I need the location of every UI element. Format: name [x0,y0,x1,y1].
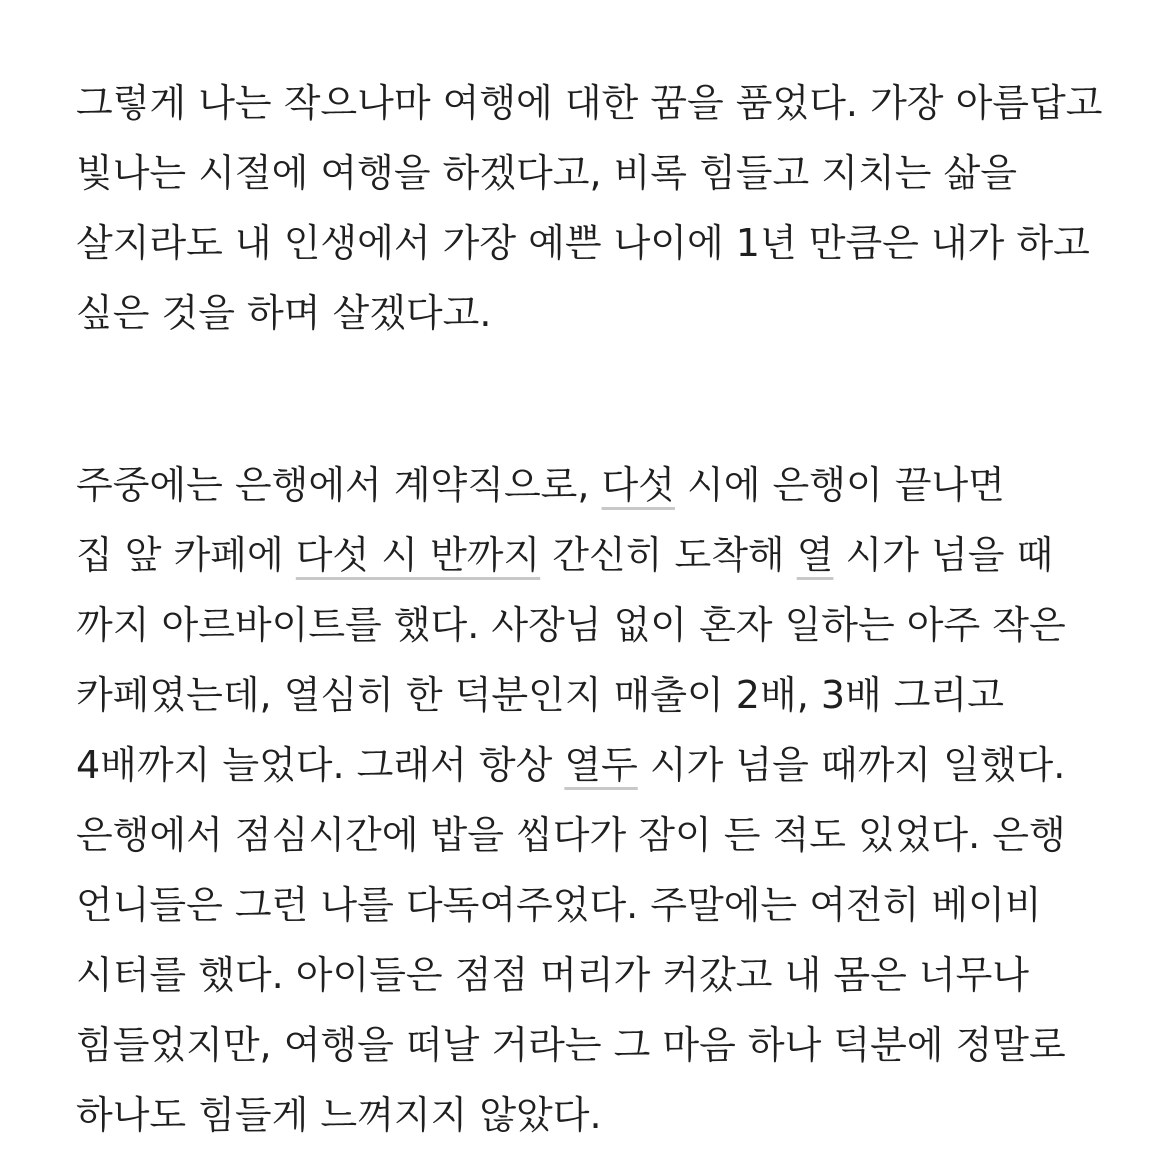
text-line [76,664,1136,734]
text-line [76,944,1136,1014]
line-text: 그렇게 나는 작으나마 여행에 대한 꿈을 품었다. 가장 아름답고 [76,81,1103,125]
text-line [76,1014,1136,1084]
text-line [76,804,1136,874]
text-line [76,454,1136,524]
text-line [76,734,1136,804]
paragraph-gap [76,368,1136,454]
text-line [76,524,1136,594]
line-text: 시가 넘을 때 [833,533,1054,577]
text-line [76,1084,1136,1154]
line-text: 언니들은 그런 나를 다독여주었다. 주말에는 여전히 베이비 [76,883,1042,927]
line-text: 간신히 도착해 [540,533,797,577]
line-text: 살지라도 내 인생에서 가장 예쁜 나이에 1년 만큼은 내가 하고 [76,221,1090,265]
text-line [76,142,1136,212]
line-text: 시에 은행이 끝나면 [674,463,1005,507]
line-text: 집 앞 카페에 [76,533,296,577]
line-text: 하나도 힘들게 느껴지지 않았다. [76,1093,602,1137]
underlined-text: 열 [796,533,834,577]
text-line [76,874,1136,944]
text-line [76,212,1136,282]
article-body [76,72,1136,1170]
line-text: 시가 넘을 때까지 일했다. [637,743,1066,787]
line-text: 빛나는 시절에 여행을 하겠다고, 비록 힘들고 지치는 삶을 [76,151,1017,195]
line-text: 힘들었지만, 여행을 떠날 거라는 그 마음 하나 덕분에 정말로 [76,1023,1066,1067]
line-text: 4배까지 늘었다. 그래서 항상 [76,743,565,787]
underlined-text: 열두 [564,743,638,787]
line-text: 시터를 했다. 아이들은 점점 머리가 커갔고 내 몸은 너무나 [76,953,1029,997]
line-text: 까지 아르바이트를 했다. 사장님 없이 혼자 일하는 아주 작은 [76,603,1066,647]
line-text: 싶은 것을 하며 살겠다고. [76,291,492,335]
underlined-text: 다섯 [601,463,675,507]
line-text: 카페였는데, 열심히 한 덕분인지 매출이 2배, 3배 그리고 [76,673,1004,717]
line-text: 은행에서 점심시간에 밥을 씹다가 잠이 든 적도 있었다. 은행 [76,813,1066,857]
underlined-text: 다섯 시 반까지 [295,533,541,577]
text-line [76,72,1136,142]
text-line [76,282,1136,352]
text-line [76,594,1136,664]
line-text: 주중에는 은행에서 계약직으로, [76,463,602,507]
